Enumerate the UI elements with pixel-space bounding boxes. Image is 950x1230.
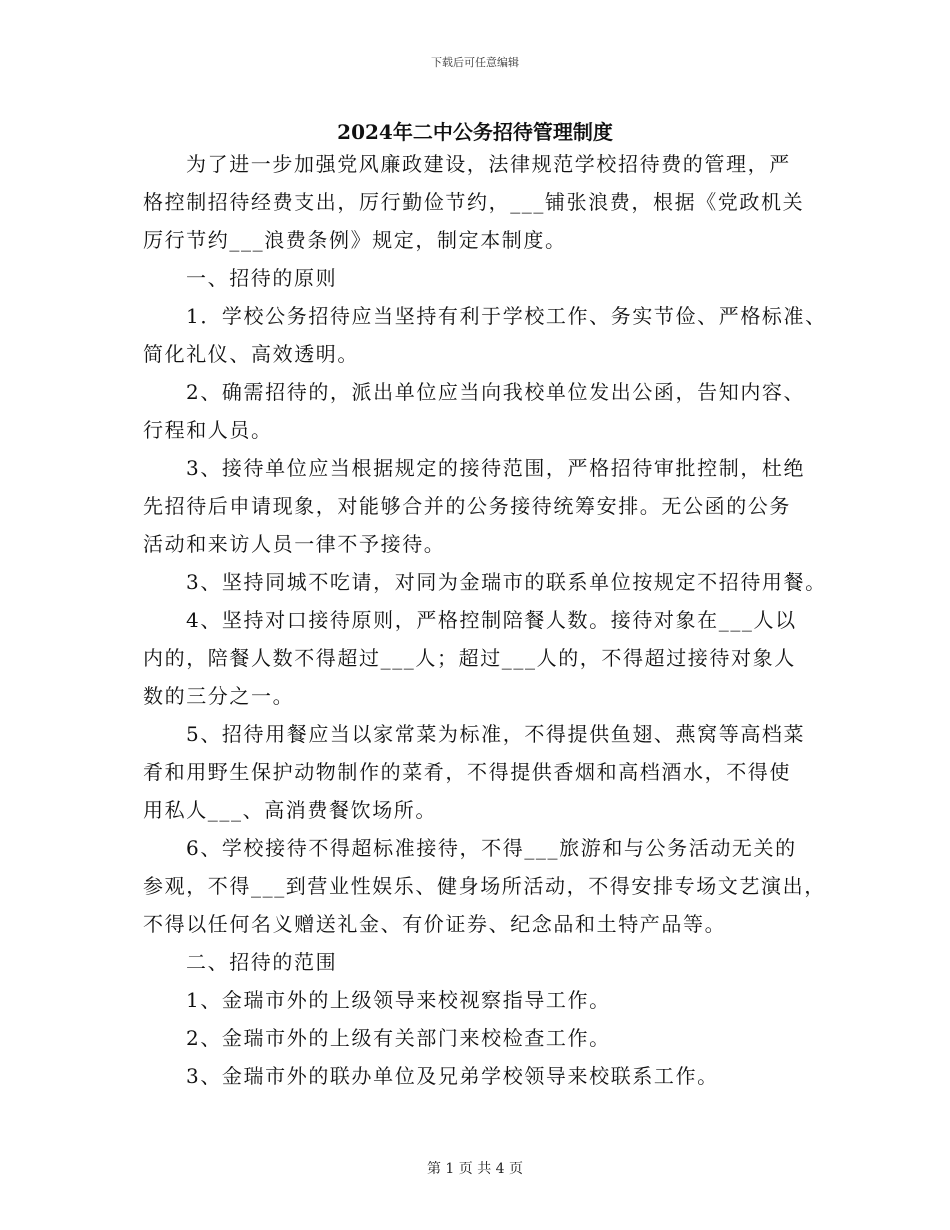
text-line: 5、招待用餐应当以家常菜为标准，不得提供鱼翅、燕窝等高档菜 — [186, 722, 806, 746]
text-line: 2、确需招待的，派出单位应当向我校单位发出公函，告知内容、 — [186, 380, 806, 404]
text-line: 不得以任何名义赠送礼金、有价证券、纪念品和土特产品等。 — [143, 912, 727, 936]
text-line: 先招待后申请现象，对能够合并的公务接待统筹安排。无公函的公务 — [143, 494, 791, 518]
text-line: 2、金瑞市外的上级有关部门来校检查工作。 — [186, 1026, 611, 1050]
text-line: 厉行节约___浪费条例》规定，制定本制度。 — [143, 228, 567, 252]
document-title: 2024年二中公务招待管理制度 — [337, 120, 613, 144]
text-line: 数的三分之一。 — [143, 684, 295, 708]
text-line: 为了进一步加强党风廉政建设，法律规范学校招待费的管理，严 — [186, 152, 791, 176]
section-heading: 二、招待的范围 — [186, 950, 338, 974]
text-line: 内的，陪餐人数不得超过___人；超过___人的，不得超过接待对象人 — [143, 646, 796, 670]
text-line: 肴和用野生保护动物制作的菜肴，不得提供香烟和高档酒水，不得使 — [143, 760, 791, 784]
page-header-note: 下载后可任意编辑 — [431, 56, 519, 69]
text-line: 1．学校公务招待应当坚持有利于学校工作、务实节俭、严格标准、 — [186, 304, 827, 328]
page-number-footer: 第 1 页 共 4 页 — [426, 1161, 524, 1177]
text-line: 活动和来访人员一律不予接待。 — [143, 532, 446, 556]
text-line: 格控制招待经费支出，厉行勤俭节约，___铺张浪费，根据《党政机关 — [143, 190, 805, 214]
section-heading: 一、招待的原则 — [186, 266, 338, 290]
text-line: 参观，不得___到营业性娱乐、健身场所活动，不得安排专场文艺演出， — [143, 874, 826, 898]
text-line: 3、接待单位应当根据规定的接待范围，严格招待审批控制，杜绝 — [186, 456, 806, 480]
text-line: 3、坚持同城不吃请，对同为金瑞市的联系单位按规定不招待用餐。 — [186, 570, 827, 594]
text-line: 3、金瑞市外的联办单位及兄弟学校领导来校联系工作。 — [186, 1064, 719, 1088]
text-line: 用私人___、高消费餐饮场所。 — [143, 798, 437, 822]
text-line: 1、金瑞市外的上级领导来校视察指导工作。 — [186, 988, 611, 1012]
text-line: 6、学校接待不得超标准接待，不得___旅游和与公务活动无关的 — [186, 836, 797, 860]
text-line: 简化礼仪、高效透明。 — [143, 342, 359, 366]
text-line: 行程和人员。 — [143, 418, 273, 442]
text-line: 4、坚持对口接待原则，严格控制陪餐人数。接待对象在___人以 — [186, 608, 797, 632]
